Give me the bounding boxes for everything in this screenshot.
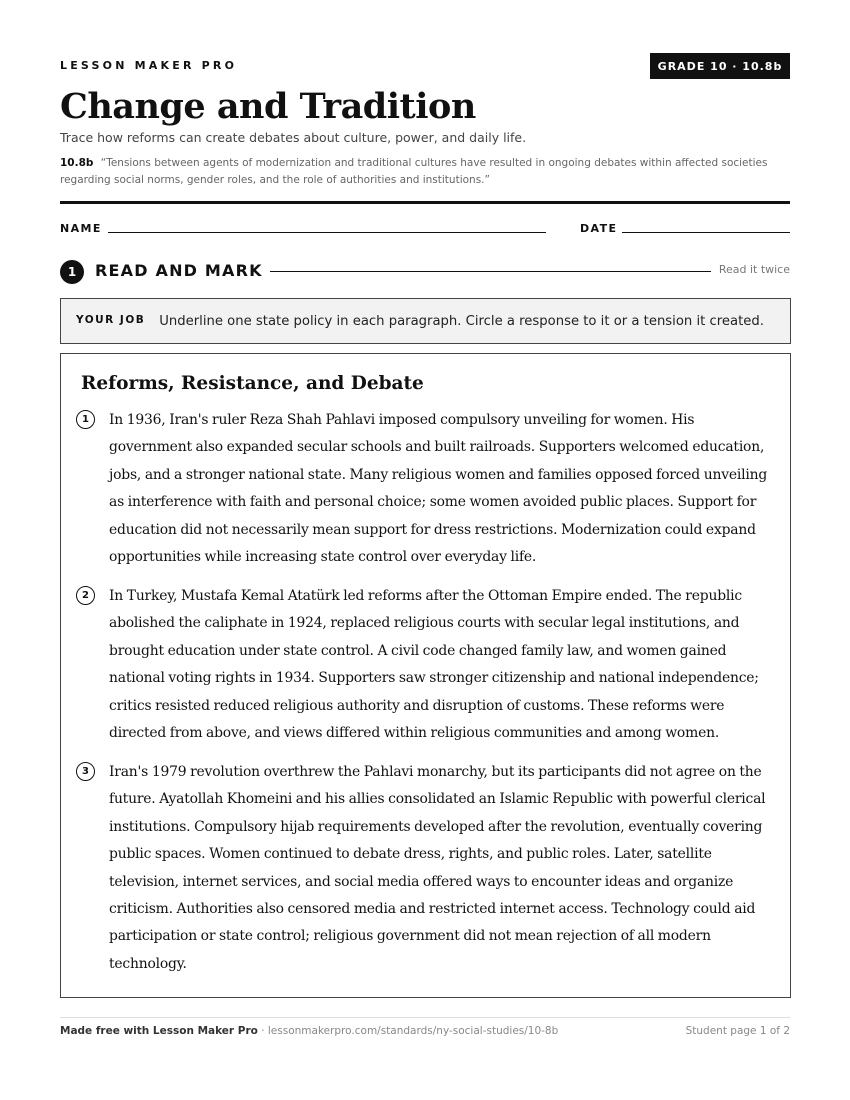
paragraph-number-badge: 3	[76, 762, 95, 781]
page-title: Change and Tradition	[60, 86, 476, 127]
brand-name: LESSON MAKER PRO	[60, 59, 238, 72]
reading-title: Reforms, Resistance, and Debate	[81, 373, 424, 394]
footer-made-with: Made free with Lesson Maker Pro	[60, 1025, 258, 1037]
job-instructions-box	[60, 298, 791, 344]
header-divider	[60, 201, 790, 204]
date-label: DATE	[580, 222, 618, 235]
standard-text: “Tensions between agents of modernization and traditional cultures have resulted in ongoing debates within affected societies regarding social norms, gender roles, and the role of authorities and institutions.”	[60, 157, 768, 186]
paragraph-text[interactable]: In Turkey, Mustafa Kemal Atatürk led reforms after the Ottoman Empire ended. The republic abolished the caliphate in 1924, replaced religious courts with secular legal institutions, and brought education under state control. A civil code changed family law, and women gained national voting rights in 1934. Supporters saw stronger citizenship and national independence; critics resisted reduced religious authority and disruption of customs. These reforms were directed from above, and views differed within religious communities and among women.	[109, 588, 759, 742]
section-number-badge: 1	[60, 260, 84, 284]
section-note: Read it twice	[718, 263, 790, 276]
job-label: YOUR JOB	[76, 314, 146, 326]
date-field[interactable]	[622, 232, 790, 233]
standard-statement	[60, 155, 790, 189]
section-title: READ AND MARK	[95, 261, 263, 280]
standard-code: 10.8b	[60, 157, 94, 169]
paragraph-number-badge: 2	[76, 586, 95, 605]
name-field[interactable]	[108, 232, 546, 233]
job-text: Underline one state policy in each paragraph. Circle a response to it or a tension it created.	[159, 313, 764, 329]
name-label: NAME	[60, 222, 102, 235]
paragraph-text[interactable]: Iran's 1979 revolution overthrew the Pahlavi monarchy, but its participants did not agree on the future. Ayatollah Khomeini and his allies consolidated an Islamic Republic with powerful clerical institutions. Compulsory hijab requirements developed after the revolution, eventually covering public spaces. Women continued to debate dress, rights, and public roles. Later, satellite television, internet services, and social media offered ways to encounter ideas and organize criticism. Authorities also censored media and restricted internet access. Technology could aid participation or state control; religious government did not mean rejection of all modern technology.	[109, 764, 766, 972]
footer-divider	[60, 1017, 790, 1018]
section-divider	[270, 271, 711, 272]
reading-passage	[60, 353, 791, 998]
page-subtitle: Trace how reforms can create debates about culture, power, and daily life.	[60, 130, 527, 145]
footer-url[interactable]: · lessonmakerpro.com/standards/ny-social-studies/10-8b	[261, 1025, 559, 1037]
page-indicator: Student page 1 of 2	[685, 1025, 790, 1037]
footer-credit	[60, 1025, 558, 1037]
paragraph-number-badge: 1	[76, 410, 95, 429]
paragraph-text[interactable]: In 1936, Iran's ruler Reza Shah Pahlavi imposed compulsory unveiling for women. His government also expanded secular schools and built railroads. Supporters welcomed education, jobs, and a stronger national state. Many religious women and families opposed forced unveiling as interference with faith and personal choice; some women avoided public places. Support for education did not necessarily mean support for dress restrictions. Modernization could expand opportunities while increasing state control over everyday life.	[109, 412, 768, 566]
grade-badge: GRADE 10 · 10.8b	[650, 53, 790, 79]
